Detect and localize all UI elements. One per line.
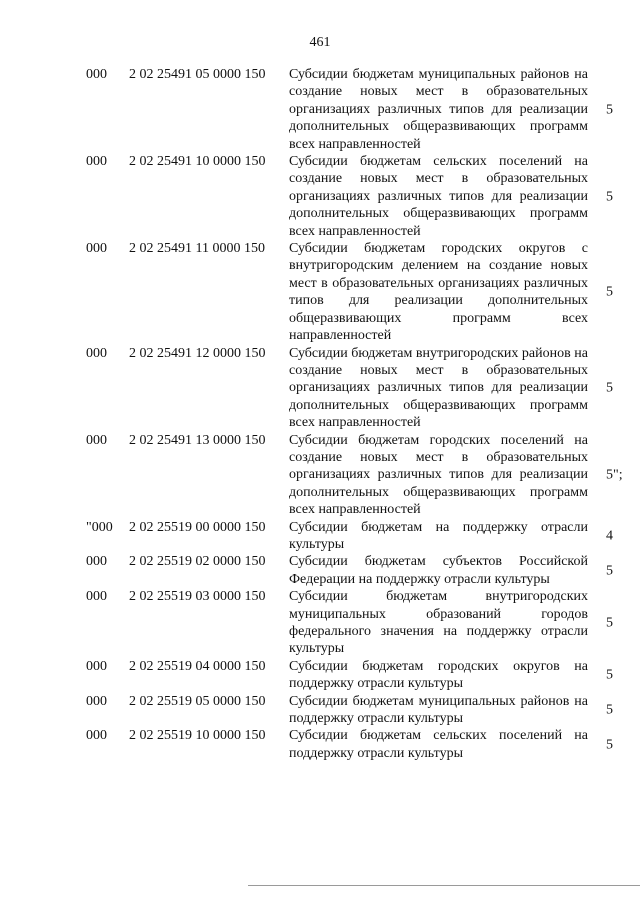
- revenue-description: Субсидии бюджетам на поддержку отрасли культуры: [289, 519, 588, 552]
- allocation-norm: 5: [606, 284, 613, 300]
- table-row: [0, 693, 640, 728]
- revenue-description: Субсидии бюджетам внутригородских муниципальных образований городов федерального значения на поддержку отрасли культуры: [289, 589, 588, 657]
- budget-classification-code: 2 02 25491 10 0000 150: [129, 154, 266, 170]
- revenue-description: Субсидии бюджетам муниципальных районов на поддержку отрасли культуры: [289, 693, 588, 727]
- admin-code: 000: [86, 554, 107, 570]
- revenue-description: Субсидии бюджетам субъектов Российской Федерации на поддержку отрасли культуры: [289, 554, 588, 587]
- admin-code: 000: [86, 67, 107, 82]
- revenue-description: Субсидии бюджетам внутригородских районов на создание новых мест в образовательных организациях различных типов для реализации дополнительных общеразвивающих программ всех направленностей: [289, 345, 588, 431]
- table-row: [0, 553, 640, 588]
- admin-code: 000: [86, 241, 107, 257]
- admin-code: 000: [86, 658, 107, 674]
- allocation-norm: 5";: [606, 467, 623, 483]
- budget-classification-code: 2 02 25519 00 0000 150: [129, 519, 266, 535]
- allocation-norm: 5: [606, 737, 613, 753]
- table-row: [0, 588, 640, 658]
- revenue-description: Субсидии бюджетам муниципальных районов на создание новых мест в образовательных организациях различных типов для реализации дополнительных общеразвивающих программ всех направленностей: [289, 67, 588, 152]
- table-row: [0, 153, 640, 240]
- allocation-norm: 5: [606, 563, 613, 579]
- table-row: [0, 519, 640, 554]
- admin-code: 000: [86, 693, 107, 709]
- revenue-description: Субсидии бюджетам городских поселений на создание новых мест в образовательных организациях различных типов для реализации дополнительных общеразвивающих программ всех направленностей: [289, 432, 588, 518]
- table-row: [0, 66, 640, 153]
- table-row: [0, 658, 640, 693]
- page-number: 461: [309, 35, 331, 50]
- revenue-description: Субсидии бюджетам городских округов с внутригородским делением на создание новых мест в образовательных организациях различных типов для реализации дополнительных общеразвивающих программ всех направленностей: [289, 241, 588, 344]
- budget-classification-code: 2 02 25519 10 0000 150: [129, 728, 266, 744]
- admin-code: 000: [86, 345, 107, 361]
- revenue-description: Субсидии бюджетам сельских поселений на создание новых мест в образовательных организациях различных типов для реализации дополнительных общеразвивающих программ всех направленностей: [289, 154, 588, 239]
- budget-classification-code: 2 02 25491 12 0000 150: [129, 345, 266, 361]
- allocation-norm: 5: [606, 667, 613, 683]
- allocation-norm: 4: [606, 528, 613, 544]
- admin-code: 000: [86, 432, 107, 448]
- scan-edge-line: [248, 885, 640, 886]
- table-row: [0, 727, 640, 762]
- table-row: [0, 240, 640, 344]
- admin-code: "000: [86, 519, 113, 535]
- allocation-norm: 5: [606, 380, 613, 396]
- table-row: [0, 432, 640, 519]
- admin-code: 000: [86, 154, 107, 170]
- revenue-description: Субсидии бюджетам сельских поселений на поддержку отрасли культуры: [289, 728, 588, 761]
- budget-classification-code: 2 02 25519 04 0000 150: [129, 658, 266, 674]
- budget-classification-code: 2 02 25491 11 0000 150: [129, 241, 265, 257]
- allocation-norm: 5: [606, 188, 613, 204]
- budget-classification-code: 2 02 25491 13 0000 150: [129, 432, 266, 448]
- allocation-norm: 5: [606, 615, 613, 631]
- budget-code-table: [0, 66, 640, 762]
- admin-code: 000: [86, 728, 107, 744]
- table-row: [0, 345, 640, 432]
- admin-code: 000: [86, 589, 107, 605]
- allocation-norm: 5: [606, 702, 613, 718]
- budget-classification-code: 2 02 25519 05 0000 150: [129, 693, 266, 709]
- budget-classification-code: 2 02 25491 05 0000 150: [129, 67, 266, 82]
- allocation-norm: 5: [606, 101, 613, 117]
- revenue-description: Субсидии бюджетам городских округов на поддержку отрасли культуры: [289, 658, 588, 692]
- budget-classification-code: 2 02 25519 02 0000 150: [129, 554, 266, 570]
- budget-classification-code: 2 02 25519 03 0000 150: [129, 589, 266, 605]
